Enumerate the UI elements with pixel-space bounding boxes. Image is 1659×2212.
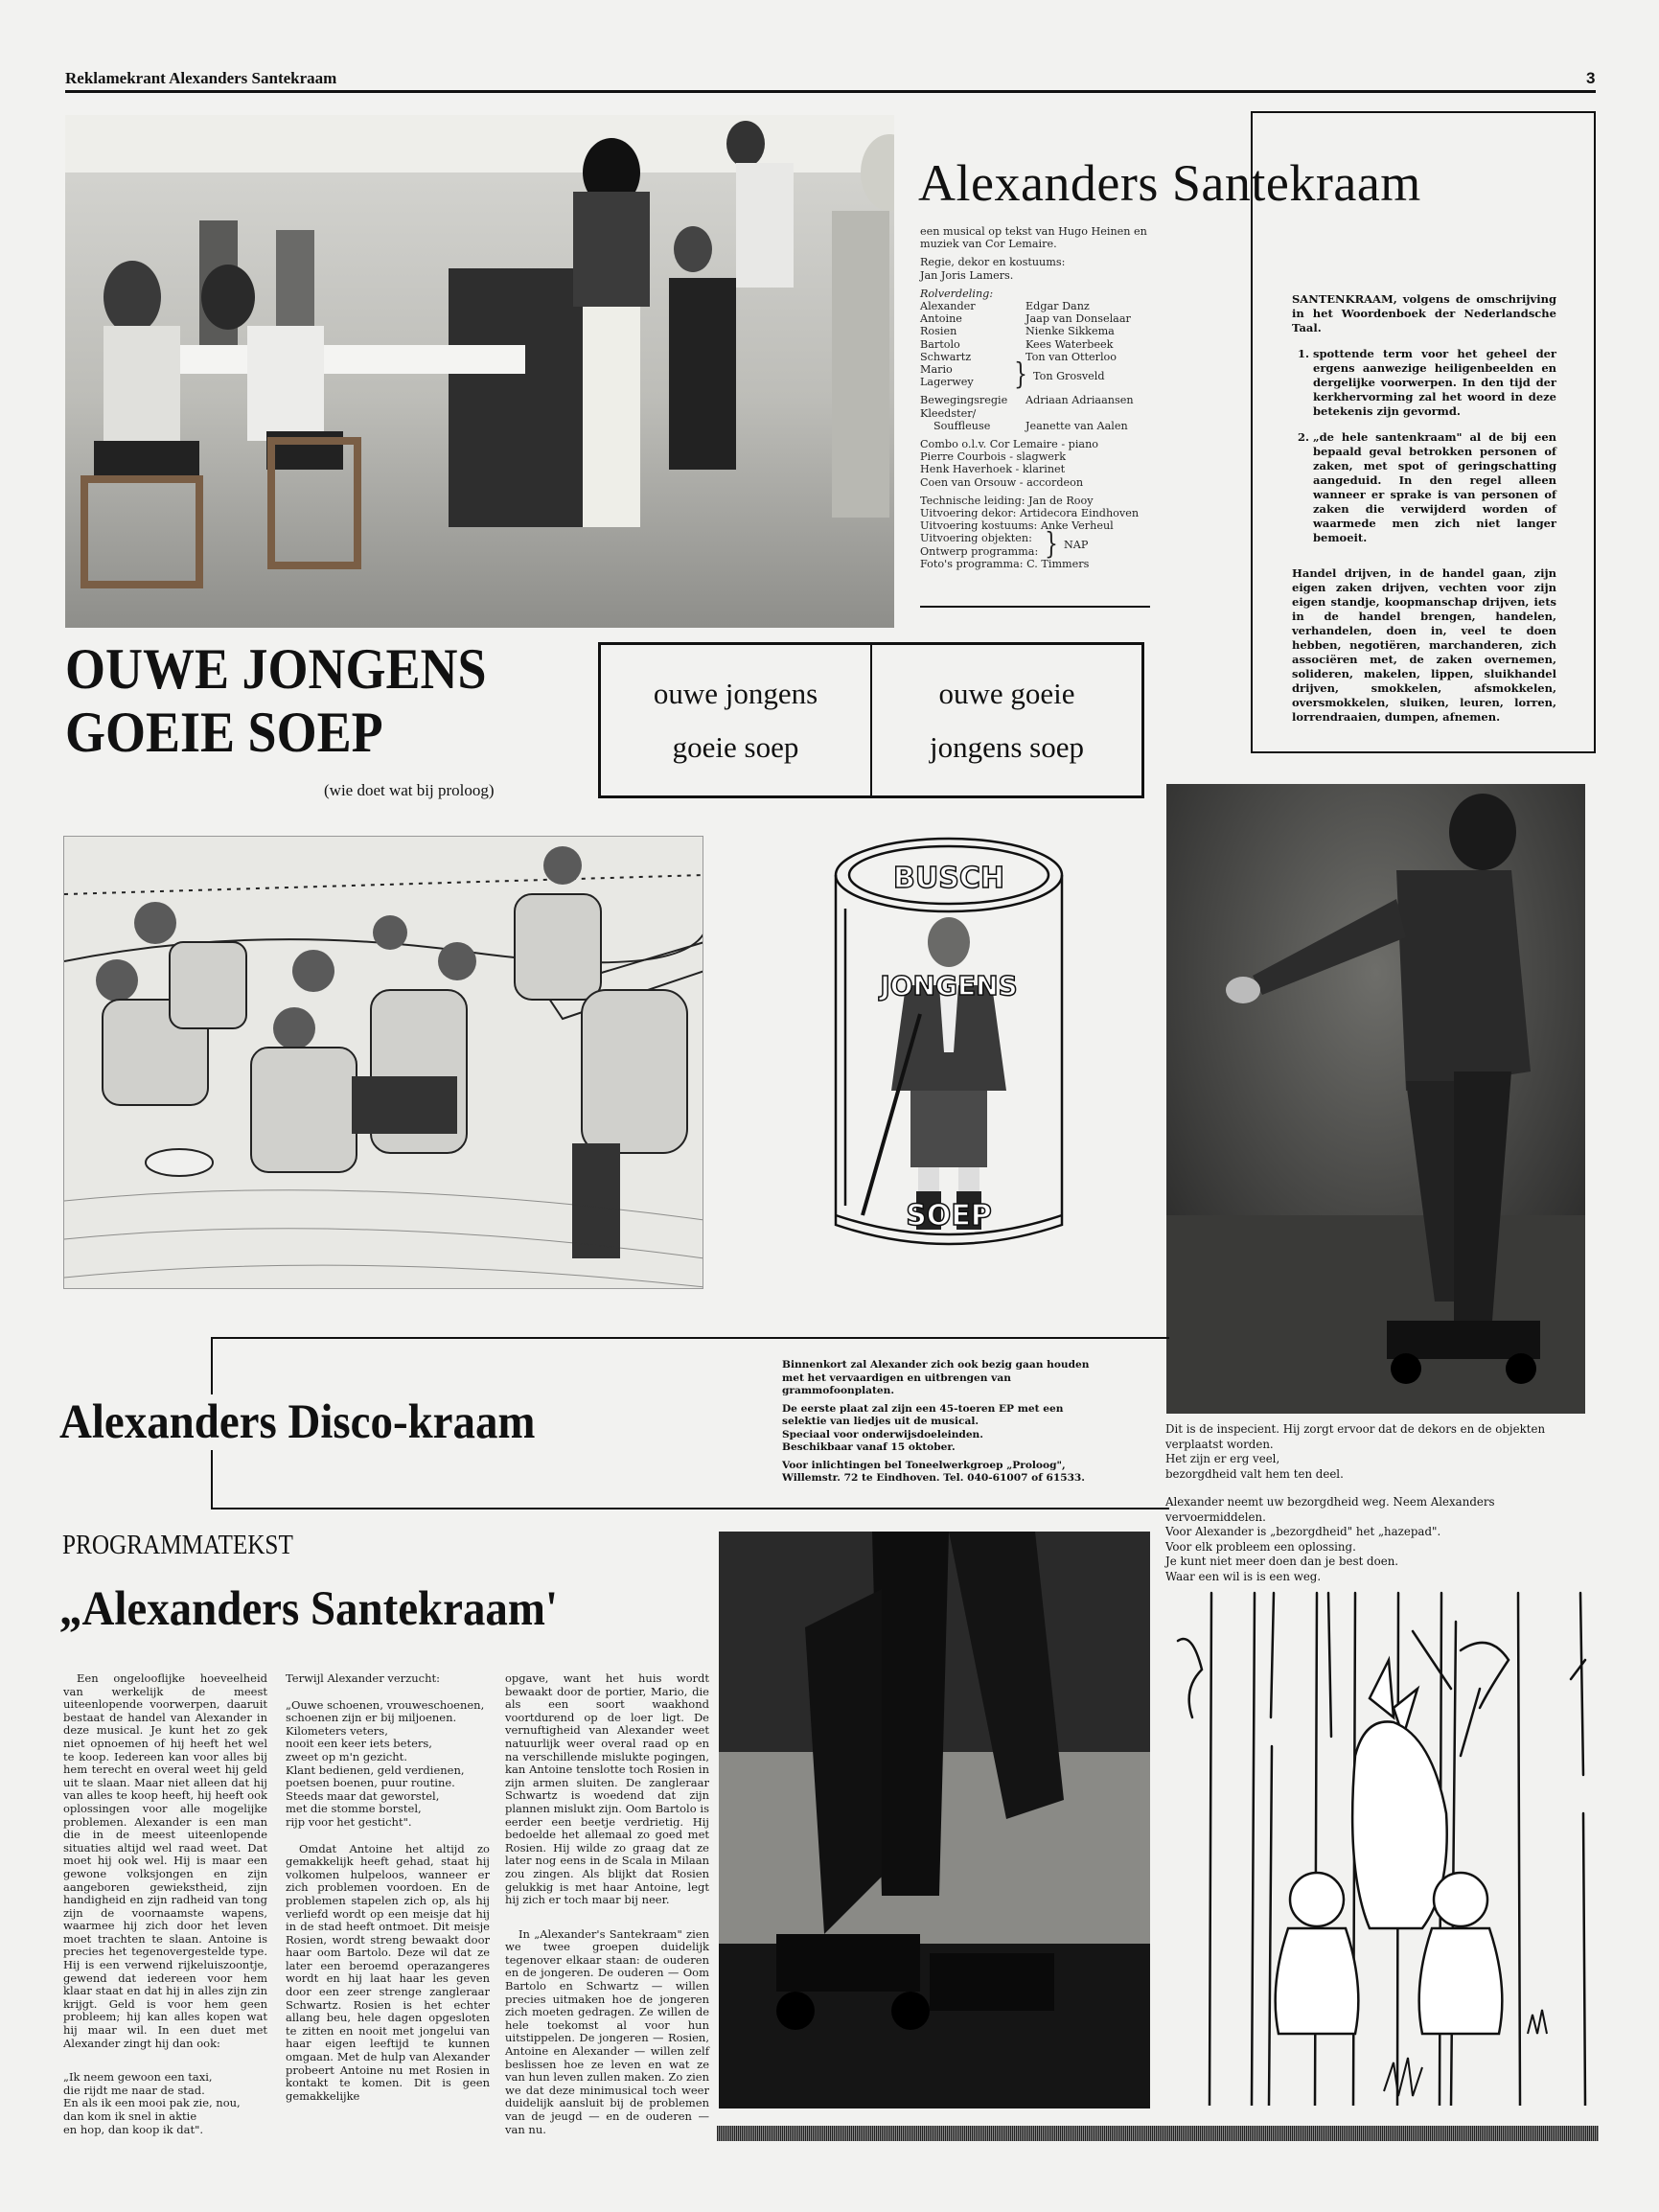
header-rule (65, 90, 1596, 93)
disco-p1: Binnenkort zal Alexander zich ook bezig gaan houden met het vervaardigen en uitbrengen van grammofoonplaten. (782, 1359, 1090, 1396)
cast-row (920, 312, 1150, 325)
rehearsal-photo-image (65, 115, 894, 628)
cast-row (920, 325, 1150, 337)
brace-glyph: } (1014, 358, 1027, 393)
soup-can-drawing (815, 832, 1083, 1268)
headline-line-2: GOEIE SOEP (65, 701, 383, 764)
illustration-rabbit-forest (1164, 1583, 1595, 2106)
definition-item: 2. „de hele santenkraam" al de bij een bepaald geval betrokken personen of zaken, met spot of geringschatting aangeduid. In den regel alleen wanneer er sprake is van personen of zaken die verwijderd worden of waarmede men zich niet langer bemoeit. (1313, 430, 1556, 545)
cast-role: Rosien (920, 325, 957, 338)
credits-block (920, 225, 1150, 570)
skater-caption-p2: Alexander neemt uw bezorgdheid weg. Neem Alexanders vervoermiddelen. Voor Alexander is „bezorgdheid" het „hazepad". Voor elk probleem een oplossing. Je kunt niet meer doen dan je best doen. Waar een wil is is een weg. (1165, 1495, 1495, 1583)
cast-row (920, 351, 1150, 363)
article-column-2 (286, 1672, 490, 2116)
slogan-line: ouwe jongens (653, 676, 818, 710)
program-label: PROGRAMMATEKST (62, 1531, 293, 1560)
cast-role: Antoine (920, 312, 962, 326)
cast-actor: Edgar Danz (1025, 300, 1090, 313)
illustration-children-picnic (63, 836, 703, 1289)
crew-name: Jeanette van Aalen (1025, 419, 1128, 432)
cast-role: Bartolo (920, 337, 960, 351)
definition-synonyms: Handel drijven, in de handel gaan, zijn eigen zaken drijven, vechten voor zijn eigen standje, koopmanschap drijven, iets in de handel brengen, handelen, verhandelen, doen in, veel te doen hebben, negotiëren, marchanderen, zich associëren met, de zaken overnemen, solideren, makelen, lippen, sluikhandel drijven, smokkelen, afsmokkelen, oversmokkelen, sluiken, leuren, lorren, lorrendraaien, dumpen, afnemen. (1292, 566, 1556, 724)
slogan-box (598, 642, 1144, 798)
disco-p2: De eerste plaat zal zijn een 45-toeren EP met een selektie van liedjes uit de musical. Speciaal voor onderwijsdoeleinden. Beschikbaar vanaf 15 oktober. (782, 1402, 1064, 1453)
article-paragraph: opgave, want het huis wordt bewaakt door de portier, Mario, die als een soort waakhond voortdurend op de loer ligt. De vernuftigheid van Alexander weet natuurlijk weer overal raad op en na verschillende mislukte pogingen, kan Antoine tenslotte toch Rosien in zijn armen sluiten. De zangleraar Schwartz is woedend dat zijn plannen mislukt zijn. Oom Bartolo is eerder een beetje verdrietig. Hij bedoelde het allemaal zo goed met Rosien. Hij wilde zo graag dat ze later nog eens in de Scala in Milaan zou zingen. Als blijkt dat Rosien gelukkig is met haar Antoine, legt hij zich er toch maar bij neer. (505, 1671, 709, 1907)
slogan-left (601, 645, 870, 795)
crew-role: Souffleuse (933, 419, 991, 432)
decorative-stripe-bar (717, 2126, 1599, 2141)
photo-rehearsal (65, 115, 894, 628)
picnic-drawing (64, 837, 703, 1289)
technical-line: Technische leiding: Jan de Rooy (920, 494, 1094, 507)
disco-title: Alexanders Disco-kraam (59, 1394, 542, 1450)
skater-caption-p1: Dit is de inspecient. Hij zorgt ervoor dat de dekors en de objekten verplaatst worden. Het zijn er erg veel, bezorgdheid valt hem ten deel. (1165, 1422, 1546, 1481)
photo-wheels (719, 1532, 1150, 2108)
disco-text (782, 1359, 1098, 1490)
combo-line: Coen van Orsouw - accordeon (920, 475, 1084, 489)
skater-caption (1165, 1422, 1599, 1598)
crew-name: Adriaan Adriaansen (1025, 394, 1134, 407)
brace-glyph: } (1045, 527, 1058, 562)
cast-row (920, 338, 1150, 351)
credits-intro: een musical op tekst van Hugo Heinen en muziek van Cor Lemaire. (920, 225, 1147, 251)
illustration-soup-can (815, 832, 1083, 1268)
cast-role: Schwartz (920, 350, 972, 363)
photos-credit: Foto's programma: C. Timmers (920, 557, 1090, 570)
program-title: „Alexanders Santekraam' (59, 1582, 559, 1636)
definition-intro: SANTENKRAAM, volgens de omschrijving in het Woordenboek der Nederlandsche Taal. (1292, 292, 1556, 334)
crew-role: Kleedster/ (920, 406, 977, 420)
cast-actor: Nienke Sikkema (1025, 325, 1115, 338)
definition-item: 1. spottende term voor het geheel der ergens aanwezige heiligenbeelden en dergelijke voorwerpen. In den tijd der kerkhervorming zal het woord in deze betekenis zijn gevormd. (1313, 347, 1556, 419)
headline-ouwe-jongens (65, 637, 487, 764)
photo-skater (1166, 784, 1585, 1414)
slogan-line: jongens soep (929, 729, 1084, 764)
can-brand: BUSCH (893, 862, 1004, 895)
technical-line: Uitvoering objekten: (920, 532, 1032, 545)
musical-title: Alexanders Santekraam (918, 154, 1421, 212)
slogan-line: goeie soep (672, 729, 799, 764)
combo-line: Henk Haverhoek - klarinet (920, 463, 1066, 476)
skater-photo-image (1166, 784, 1585, 1414)
cast-label: Rolverdeling: (920, 287, 994, 300)
article-paragraph: Een ongelooflijke hoeveelheid van werkelijk de meest uiteenlopende voorwerpen, daaruit bestaat de handel van Alexander in deze musical. Je kunt het zo gek niet opnoemen of hij heeft het wel te koop. Iedereen kan voor alles bij hem terecht en overal weet hij geld uit te slaan. Maar niet alleen dat hij van alles te koop heeft, hij heeft ook oplossingen voor alle mogelijke problemen. Alexander is een man die in de meest uiteenlopende situaties altijd wel raad weet. Dat moet hij ook wel. Hij is maar een gewone volksjongen en zijn aangeboren gewiekstheid, zijn handigheid en zijn radheid van tong zijn de voornaamste wapens, waarmee hij zich door het leven moet trachten te slaan. Antoine is precies het tegenovergestelde type. Hij is een verwend rijkeluiszoontje, gewend dat iedereen voor hem klaar staat en dat hij in alles zijn zin krijgt. Geld is voor hem geen probleem; hij kan alles kopen wat hij maar wil. In een duet met Alexander zingt hij dan ook: (63, 1671, 267, 2050)
direction-name: Jan Joris Lamers. (920, 268, 1014, 282)
forest-drawing (1164, 1583, 1595, 2106)
combo-list (920, 438, 1150, 489)
cast-actor: Jaap van Donselaar (1025, 312, 1131, 326)
cast-actor: Ton Grosveld (1033, 369, 1105, 382)
nap-row (920, 527, 1150, 562)
cast-row (920, 300, 1150, 312)
article-paragraph: Omdat Antoine het altijd zo gemakkelijk heeft gehad, staat hij volkomen hulpeloos, wanneer er zich problemen voordoen. En de problemen stapelen zich op, als hij verliefd wordt op een meisje dat hij in de stad heeft ontmoet. Dit meisje Rosien, wordt streng bewaakt door haar oom Bartolo. Deze wil dat ze later een beroemd operazangeres wordt en hij laat haar les geven door een zeer strenge zangleraar Schwartz. Rosien is het echter allang beu, hele dagen opgesloten te zitten en nooit met jongelui van haar eigen leeftijd te kunnen omgaan. Met de hulp van Alexander probeert Antoine nu met Rosien in kontakt te komen. Dit is geen gemakkelijke (286, 1841, 490, 2103)
disco-p3: Voor inlichtingen bel Toneelwerkgroep „Proloog", Willemstr. 72 te Eindhoven. Tel. 040-61007 of 61533. (782, 1459, 1085, 1484)
slogan-line: ouwe goeie (938, 676, 1075, 710)
article-verse: „Ik neem gewoon een taxi, die rijdt me naar de stad. En als ik een mooi pak zie, nou, dan kom ik snel in aktie en hop, dan koop ik dat". (63, 2070, 241, 2136)
article-column-1 (63, 1672, 267, 2150)
direction-label: Regie, dekor en kostuums: (920, 256, 1066, 269)
crew-role: Bewegingsregie (920, 394, 1008, 407)
combo-line: Combo o.l.v. Cor Lemaire - piano (920, 438, 1099, 451)
cast-role: Lagerwey (920, 376, 974, 389)
cast-actor: Ton van Otterloo (1025, 350, 1118, 363)
definition-list (1292, 347, 1556, 545)
credits-rule (920, 606, 1150, 608)
cast-actor: Kees Waterbeek (1025, 337, 1114, 351)
page-number: 3 (1586, 69, 1596, 87)
headline-line-1: OUWE JONGENS (65, 637, 487, 701)
boy-figure (863, 917, 1006, 1230)
technical-list (920, 495, 1150, 570)
cast-role: Alexander (920, 300, 976, 313)
cast-list (920, 300, 1150, 393)
rabbit (1352, 1660, 1447, 1928)
technical-line: Uitvoering kostuums: Anke Verheul (920, 519, 1114, 533)
cast-role: Mario (920, 363, 953, 377)
credits-direction (920, 256, 1150, 281)
can-label-top: JONGENS (880, 970, 1018, 1002)
article-column-3 (505, 1672, 709, 2150)
combo-line: Pierre Courbois - slagwerk (920, 450, 1067, 464)
article-paragraph: Terwijl Alexander verzucht: (286, 1671, 440, 1685)
article-verse: „Ouwe schoenen, vrouweschoenen, schoenen zijn er bij miljoenen. Kilometers veters, nooit een keer iets beters, zweet op m'n gezicht. Klant bedienen, geld verdienen, poetsen boenen, puur routine. Steeds maar dat geworstel, met die stomme borstel, rijp voor het gesticht". (286, 1697, 485, 1829)
definition-text (1292, 292, 1556, 736)
nap-name: NAP (1064, 539, 1089, 552)
headline-subtitle: (wie doet wat bij proloog) (324, 781, 495, 799)
article-paragraph: In „Alexander's Santekraam" zien we twee groepen duidelijk tegenover elkaar staan: de ouderen en de jongeren. De ouderen — Oom Bartolo en Schwartz — willen precies uitmaken hoe de jongeren zich moeten gedragen. Ze willen de hele toekomst al voor hun uitstippelen. De jongeren — Rosien, Antoine en Alexander — willen zelf beslissen hoe ze leven en wat ze van hun leven zullen maken. Zo zien we dat deze minimusical toch weer duidelijk aansluit bij de problemen van de jeugd — en de ouderen — van nu. (505, 1926, 709, 2136)
running-head: Reklamekrant Alexanders Santekraam (65, 69, 337, 87)
technical-line: Uitvoering dekor: Artidecora Eindhoven (920, 507, 1140, 520)
cast-shared-row (920, 358, 1150, 393)
wheels-photo-image (719, 1532, 1150, 2108)
can-label-bottom: SOEP (906, 1199, 992, 1233)
technical-line: Ontwerp programma: (920, 544, 1039, 558)
crew-movement (920, 394, 1150, 432)
slogan-right (870, 645, 1141, 795)
